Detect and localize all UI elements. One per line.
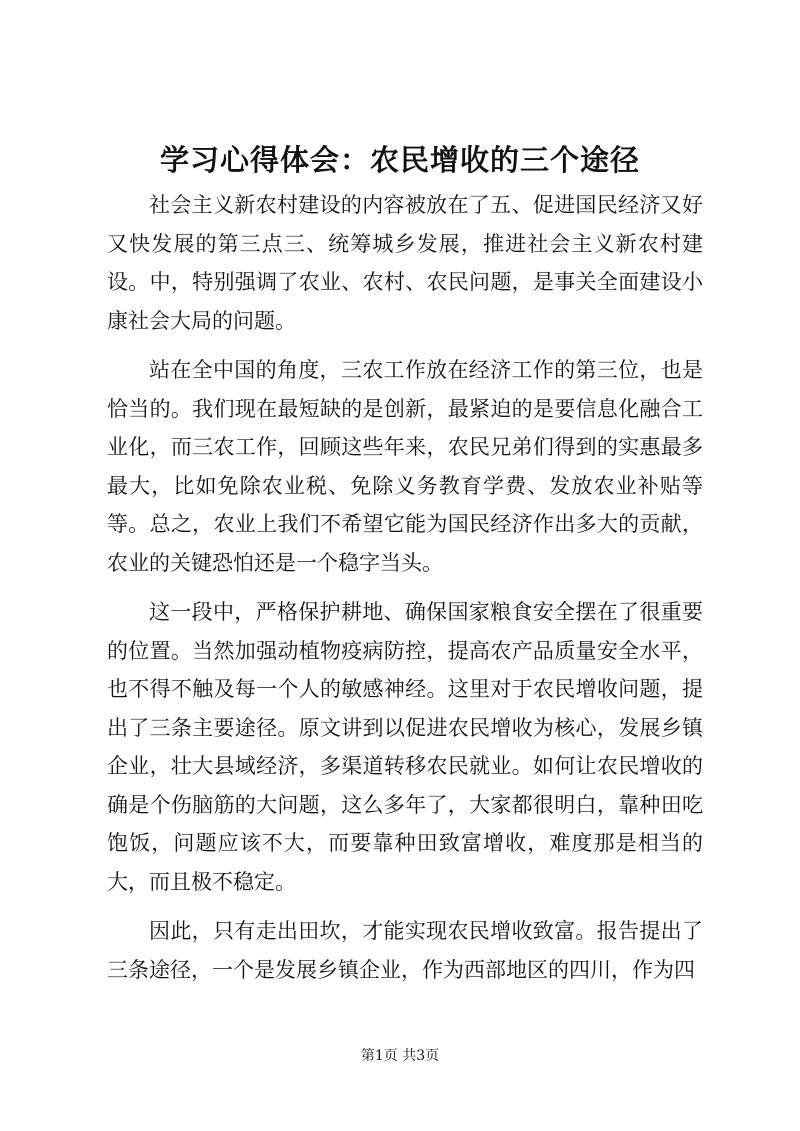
page-number-footer: 第1页 共3页 [360,1048,440,1064]
document-body [107,186,703,1000]
paragraph: 因此，只有走出田坎，才能实现农民增收致富。报告提出了三条途径，一个是发展乡镇企业，作为西部地区的四川，作为四 [107,919,703,982]
paragraph: 社会主义新农村建设的内容被放在了五、促进国民经济又好又快发展的第三点三、统筹城乡发展，推进社会主义新农村建设。中，特别强调了农业、农村、农民问题，是事关全面建设小康社会大局的问题。 [107,193,703,333]
document-title: 学习心得体会：农民增收的三个途径 [159,143,640,177]
paragraph: 这一段中，严格保护耕地、确保国家粮食安全摆在了很重要的位置。当然加强动植物疫病防控，提高农产品质量安全水平，也不得不触及每一个人的敏感神经。这里对于农民增收问题，提出了三条主要途径。原文讲到以促进农民增收为核心，发展乡镇企业，壮大县域经济，多渠道转移农民就业。如何让农民增收的确是个伤脑筋的大问题，这么多年了，大家都很明白，靠种田吃饱饭，问题应该不大，而要靠种田致富增收，难度那是相当的大，而且极不稳定。 [107,600,703,894]
paragraph: 站在全中国的角度，三农工作放在经济工作的第三位，也是恰当的。我们现在最短缺的是创新，最紧迫的是要信息化融合工业化，而三农工作，回顾这些年来，农民兄弟们得到的实惠最多最大，比如免除农业税、免除义务教育学费、发放农业补贴等等。总之，农业上我们不希望它能为国民经济作出多大的贡献，农业的关键恐怕还是一个稳字当头。 [107,358,703,575]
